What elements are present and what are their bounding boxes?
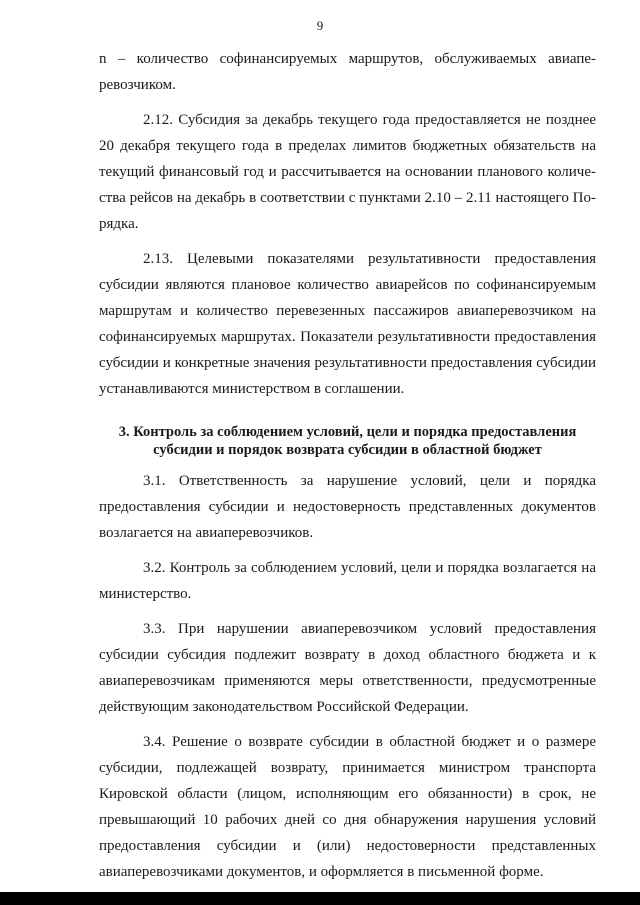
paragraph-2-13: 2.13. Целевыми показателями результативности предоставления субсидии являются плановое количество авиарейсов по софинансируемым маршрутам и количество перевезенных пассажиров авиаперевозчиком на софинансируемых маршрутах. Показатели результативности предоставления субсидии и конкретные значения результативности предоставления субсидии устанавливаются министерством в соглашении.: [99, 251, 596, 397]
scan-bottom-edge: [0, 892, 640, 905]
paragraph-3-1: 3.1. Ответственность за нарушение условий, цели и порядка предоставления субсидии и недостоверность представленных документов возлагается на авиаперевозчиков.: [99, 473, 596, 541]
page-number: 9: [316, 18, 324, 33]
section-3-heading: 3. Контроль за соблюдением условий, цели и порядка предоставления субсидии и порядок возврата субсидии в областной бюджет: [118, 424, 577, 458]
paragraph-3-2: 3.2. Контроль за соблюдением условий, цели и порядка возлагается на министерство.: [99, 560, 596, 602]
paragraph-2-12: 2.12. Субсидия за декабрь текущего года предоставляется не позднее 20 декабря текущего года в пределах лимитов бюджетных обязательств на текущий финансовый год и рассчитывается на основании планового количества рейсов на декабрь в соответствии с пунктами 2.10 – 2.11 настоящего Порядка.: [99, 112, 596, 232]
document-body: [99, 46, 596, 885]
paragraph-n-definition: n – количество софинансируемых маршрутов, обслуживаемых авиаперевозчиком.: [99, 51, 596, 93]
paragraph-3-4: 3.4. Решение о возврате субсидии в областной бюджет и о размере субсидии, подлежащей возврату, принимается министром транспорта Кировской области (лицом, исполняющим его обязанности) в срок, не превышающий 10 рабочих дней со дня обнаружения нарушения условий предоставления субсидии и (или) недостоверности представленных авиаперевозчиками документов, и оформляется в письменной форме.: [99, 734, 596, 880]
paragraph-3-3: 3.3. При нарушении авиаперевозчиком условий предоставления субсидии субсидия подлежит возврату в доход областного бюджета и к авиаперевозчикам применяются меры ответственности, предусмотренные действующим законодательством Российской Федерации.: [99, 621, 596, 715]
